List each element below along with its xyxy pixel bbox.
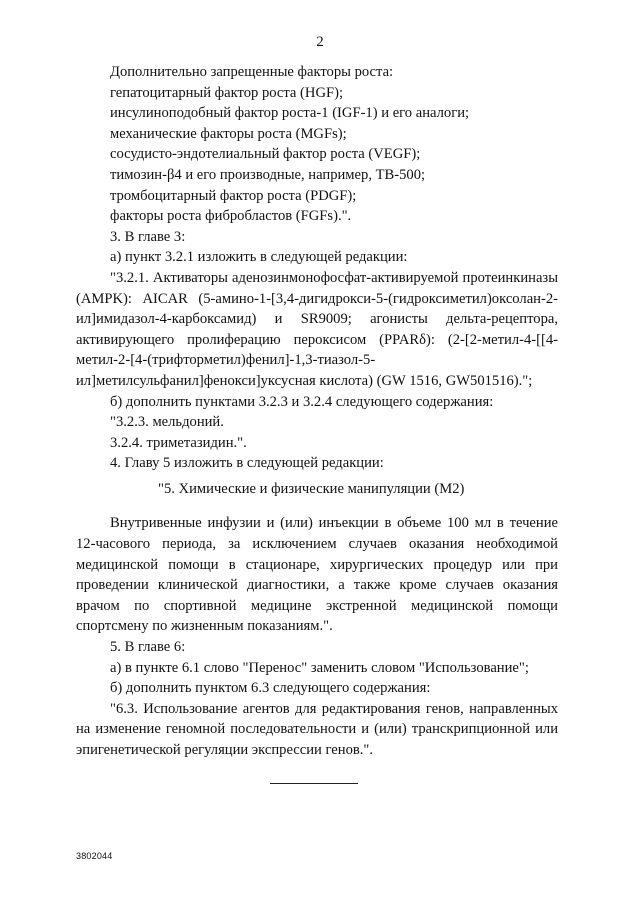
chapter-heading: "5. Химические и физические манипуляции (M2) <box>158 480 465 497</box>
paragraph: механические факторы роста (MGFs); <box>110 125 347 142</box>
paragraph: 3.2.4. триметазидин.". <box>110 434 247 451</box>
document-body <box>76 62 558 761</box>
paragraph: "3.2.1. Активаторы аденозинмонофосфат-активируемой протеинкиназы (AMPK): AICAR (5-амино-1-[3,4-дигидрокси-5-(гидроксиметил)оксолан-2-ил]имидазол-4-карбоксамид) и SR9009; агонисты дельта-рецептора, активирующего пролиферацию пероксисом (PPARδ): (2-[2-метил-4-[[4-метил-2-[4-(трифторметил)фенил]-1,3-тиазол-5-ил]метилсульфанил]фенокси]уксусная кислота) (GW 1516, GW501516)."; <box>76 269 558 389</box>
paragraph: "6.3. Использование агентов для редактирования генов, направленных на изменение геномной последовательности и (или) транскрипционной или эпигенетической регуляции экспрессии генов.". <box>76 700 558 758</box>
paragraph: б) дополнить пунктами 3.2.3 и 3.2.4 следующего содержания: <box>110 393 494 410</box>
paragraph: 5. В главе 6: <box>110 639 186 656</box>
paragraph: 4. Главу 5 изложить в следующей редакции: <box>110 455 384 472</box>
page-number: 2 <box>316 34 324 50</box>
paragraph: а) в пункте 6.1 слово "Перенос" заменить словом "Использование"; <box>110 659 529 676</box>
paragraph: тромбоцитарный фактор роста (PDGF); <box>110 187 357 204</box>
paragraph: тимозин-β4 и его производные, например, ТВ-500; <box>110 166 426 183</box>
document-number: 3802044 <box>76 851 113 861</box>
paragraph: а) пункт 3.2.1 изложить в следующей редакции: <box>110 249 408 266</box>
paragraph: гепатоцитарный фактор роста (HGF); <box>110 84 344 101</box>
paragraph: факторы роста фибробластов (FGFs).". <box>110 208 352 225</box>
paragraph: б) дополнить пунктом 6.3 следующего содержания: <box>110 680 431 697</box>
separator-line <box>270 783 358 784</box>
paragraph: Дополнительно запрещенные факторы роста: <box>110 64 394 80</box>
paragraph: инсулиноподобный фактор роста-1 (IGF-1) и его аналоги; <box>110 105 470 122</box>
paragraph: сосудисто-эндотелиальный фактор роста (VEGF); <box>110 146 421 163</box>
paragraph: Внутривенные инфузии и (или) инъекции в объеме 100 мл в течение 12-часового периода, за исключением случаев оказания необходимой медицинской помощи в стационаре, хирургических процедур или при проведении клинической диагностики, а также кроме случаев оказания врачом по спортивной медицине экстренной медицинской помощи спортсмену по жизненным показаниям.". <box>76 515 558 635</box>
paragraph: "3.2.3. мельдоний. <box>110 414 224 431</box>
paragraph: 3. В главе 3: <box>110 228 186 245</box>
